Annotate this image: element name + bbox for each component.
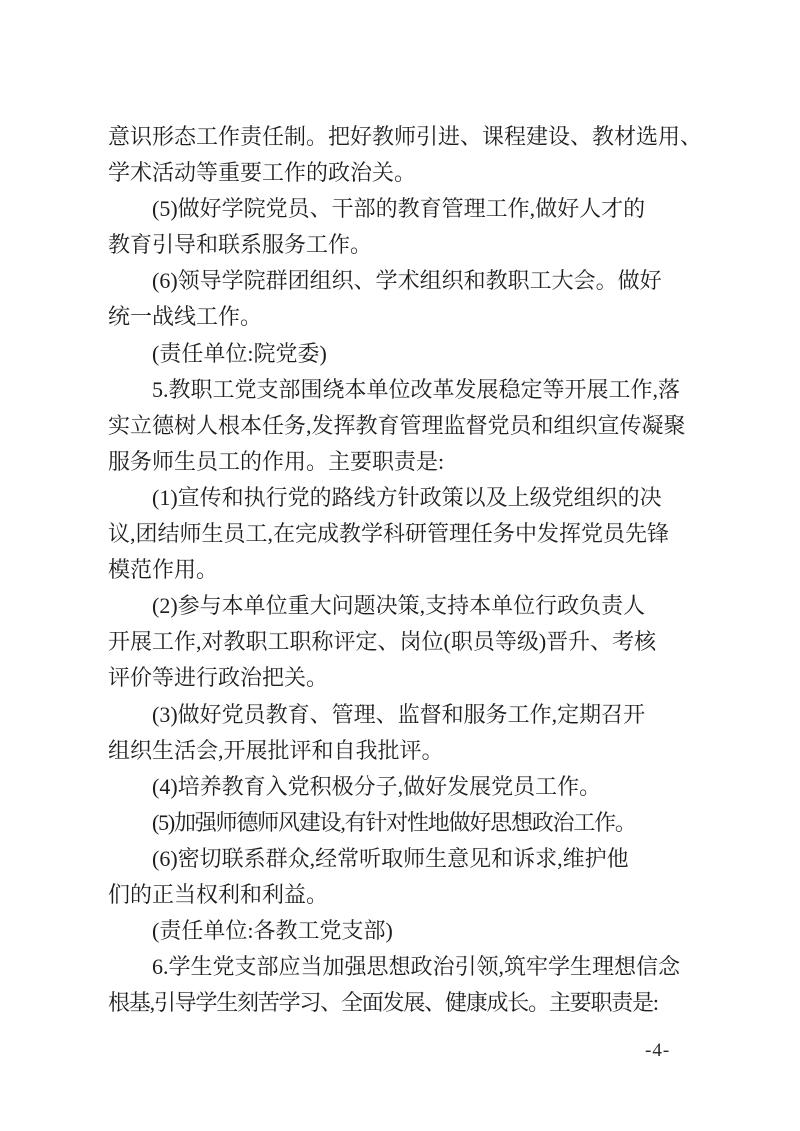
text-line: 开展工作,对教职工职称评定、岗位(职员等级)晋升、考核 [108,629,657,655]
text-line: 意识形态工作责任制。把好教师引进、课程建设、教材选用、 [108,124,703,149]
text-line: (3)做好党员教育、管理、监督和服务工作,定期召开 [152,701,646,727]
text-line: (5)做好学院党员、干部的教育管理工作,做好人才的 [152,196,646,222]
text-line: 评价等进行政治把关。 [108,665,329,691]
text-line: 6.学生党支部应当加强思想政治引领,筑牢学生理想信念 [152,954,681,980]
page-footer [0,1040,800,1070]
text-line: (责任单位:院党委) [152,340,327,366]
text-line: 服务师生员工的作用。主要职责是: [108,448,445,474]
text-line: 模范作用。 [108,557,219,583]
text-line: 统一战线工作。 [108,304,263,330]
text-line: 学术活动等重要工作的政治关。 [108,160,417,186]
text-line: 议,团结师生员工,在完成教学科研管理任务中发挥党员先锋 [108,521,670,547]
text-line: (1)宣传和执行党的路线方针政策以及上级党组织的决 [152,484,662,510]
text-line: 教育引导和联系服务工作。 [108,232,373,258]
text-line: 5.教职工党支部围绕本单位改革发展稳定等开展工作,落 [152,376,681,402]
text-line: 组织生活会,开展批评和自我批评。 [108,737,444,763]
text-line: (责任单位:各教工党支部) [152,918,393,944]
text-line: (5)加强师德师风建设,有针对性地做好思想政治工作。 [152,809,636,835]
text-line: (6)领导学院群团组织、学术组织和教职工大会。做好 [152,268,662,294]
text-line: (4)培养教育入党积极分子,做好发展党员工作。 [152,773,602,799]
text-line: 根基,引导学生刻苦学习、全面发展、健康成长。主要职责是: [108,990,658,1016]
text-line: 们的正当权利和利益。 [108,881,329,907]
document-body [108,119,708,1021]
text-line: (6)密切联系群众,经常听取师生意见和诉求,维护他 [152,845,629,871]
text-line: 实立德树人根本任务,发挥教育管理监督党员和组织宣传凝聚 [108,412,686,438]
page-number: -4- [645,1040,671,1061]
text-line: (2)参与本单位重大问题决策,支持本单位行政负责人 [152,593,646,619]
